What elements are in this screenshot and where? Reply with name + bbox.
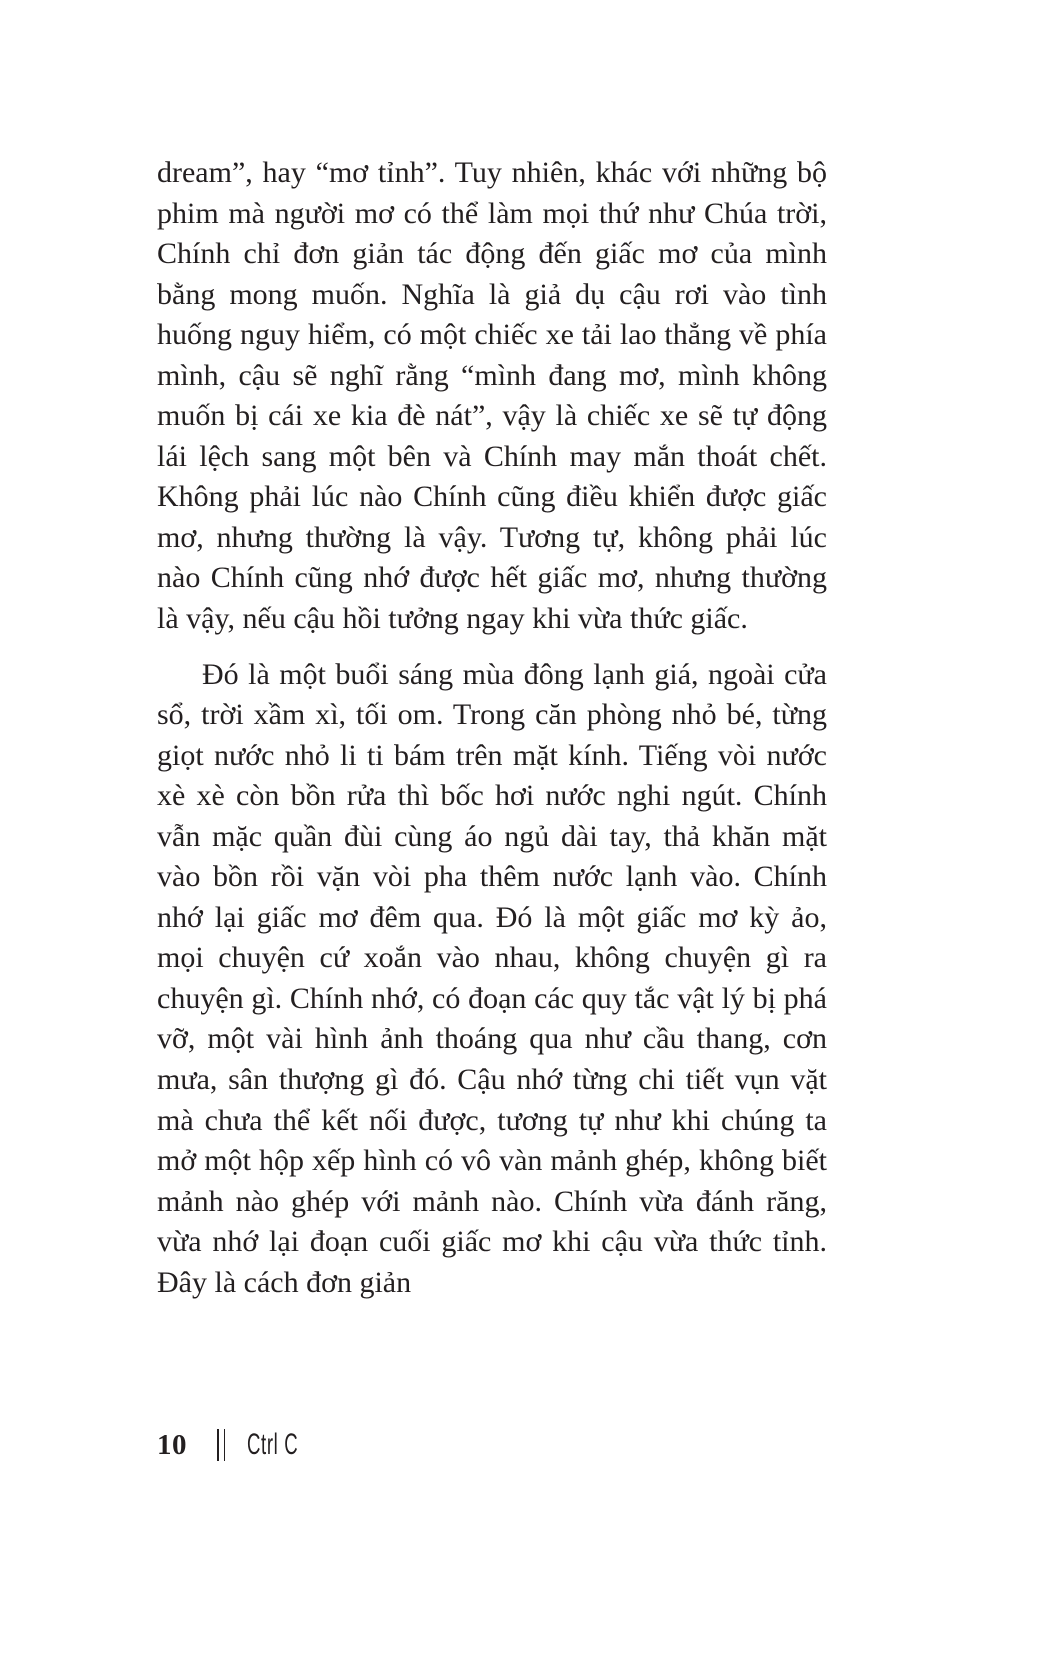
separator-bar-right [224,1429,226,1461]
paragraph-2: Đó là một buổi sáng mùa đông lạnh giá, ngoài cửa sổ, trời xầm xì, tối om. Trong căn phòng nhỏ bé, từng giọt nước nhỏ li ti bám trên mặt kính. Tiếng vòi nước xè xè còn bồn rửa thì bốc hơi nước nghi ngút. Chính vẫn mặc quần đùi cùng áo ngủ dài tay, thả khăn mặt vào bồn rồi vặn vòi pha thêm nước lạnh vào. Chính nhớ lại giấc mơ đêm qua. Đó là một giấc mơ kỳ ảo, mọi chuyện cứ xoắn vào nhau, không chuyện gì ra chuyện gì. Chính nhớ, có đoạn các quy tắc vật lý bị phá vỡ, một vài hình ảnh thoáng qua như cầu thang, cơn mưa, sân thượng gì đó. Cậu nhớ từng chi tiết vụn vặt mà chưa thể kết nối được, tương tự như khi chúng ta mở một hộp xếp hình có vô vàn mảnh ghép, không biết mảnh nào ghép với mảnh nào. Chính vừa đánh răng, vừa nhớ lại đoạn cuối giấc mơ khi cậu vừa thức tỉnh. Đây là cách đơn giản [157,657,827,1299]
separator-bar-left [217,1429,219,1461]
body-text [157,153,827,1303]
running-title: Ctrl C [247,1428,299,1461]
page-footer [157,1425,330,1465]
paragraph-1: dream”, hay “mơ tỉnh”. Tuy nhiên, khác với những bộ phim mà người mơ có thể làm mọi thứ như Chúa trời, Chính chỉ đơn giản tác động đến giấc mơ của mình bằng mong muốn. Nghĩa là giả dụ cậu rơi vào tình huống nguy hiểm, có một chiếc xe tải lao thẳng về phía mình, cậu sẽ nghĩ rằng “mình đang mơ, mình không muốn bị cái xe kia đè nát”, vậy là chiếc xe sẽ tự động lái lệch sang một bên và Chính may mắn thoát chết. Không phải lúc nào Chính cũng điều khiển được giấc mơ, nhưng thường là vậy. Tương tự, không phải lúc nào Chính cũng nhớ được hết giấc mơ, nhưng thường là vậy, nếu cậu hồi tưởng ngay khi vừa thức giấc. [157,156,827,636]
footer-separator [217,1429,225,1461]
page-number: 10 [157,1428,187,1461]
